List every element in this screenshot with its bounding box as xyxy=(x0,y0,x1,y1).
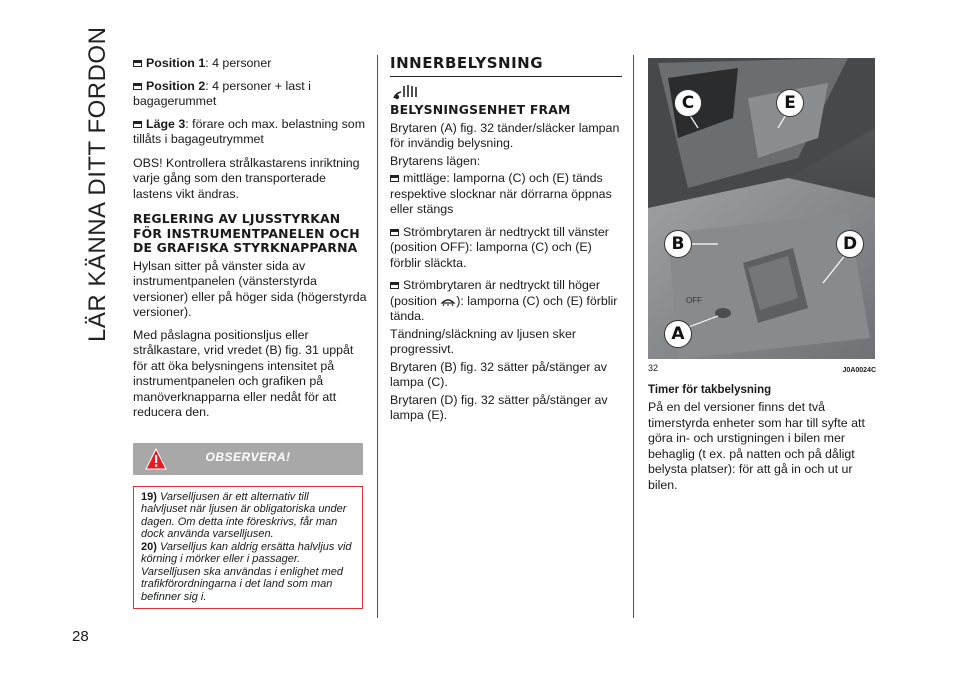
list-item: Position 2: 4 personer + last i bagagerummet xyxy=(133,78,311,108)
bullet-icon xyxy=(390,175,399,182)
chapter-side-title xyxy=(82,26,118,342)
off-label: OFF xyxy=(686,296,702,305)
figure-number: 32 xyxy=(648,363,659,373)
column-middle xyxy=(390,56,622,431)
warning-header xyxy=(133,443,363,475)
bullet-icon xyxy=(390,229,399,236)
body-paragraph: Tändning/släckning av ljusen sker progressivt. xyxy=(390,326,576,356)
column-right xyxy=(648,58,876,500)
body-paragraph: Brytarens lägen: xyxy=(390,153,481,168)
obs-paragraph: OBS! Kontrollera strålkastarens inriktning varje gång som den transporterade lastens vikt ändras. xyxy=(133,155,360,201)
warning-note: 19) Varselljusen är ett alternativ till halvljuset när ljusen är obligatoriska under dagen. Om detta inte föreskrivs, får man dock använda varselljusen. xyxy=(141,490,347,540)
section-heading: INNERBELYSNING xyxy=(390,54,544,72)
column-divider xyxy=(633,55,634,618)
body-paragraph: Hylsan sitter på vänster sida av instrumentpanelen (vänsterstyrda versioner) eller på höger sida (högerstyrda versioner). xyxy=(133,258,367,319)
list-item: Strömbrytaren är nedtryckt till vänster (position OFF): lamporna (C) och (E) förblir släckta. xyxy=(390,224,609,270)
list-item: Strömbrytaren är nedtryckt till höger (position ): lamporna (C) och (E) förblir tända. xyxy=(390,278,618,323)
body-paragraph: Brytaren (A) fig. 32 tänder/släcker lampan för invändig belysning. xyxy=(390,120,620,150)
subsection-heading: BELYSNINGSENHET FRAM xyxy=(390,102,571,117)
list-item: Position 1: 4 personer xyxy=(133,56,367,72)
bullet-icon xyxy=(133,60,142,67)
warning-note: 20) Varselljus kan aldrig ersätta halvljus vid körning i mörker eller i passager. Varselljusen ska användas i enlighet med trafikförordningarna i det land som man befinner sig i. xyxy=(141,540,352,603)
column-left xyxy=(133,56,367,609)
chapter-title-text: LÄR KÄNNA DITT FORDON xyxy=(84,26,111,342)
callout-c: C xyxy=(674,89,702,117)
body-paragraph: Brytaren (D) fig. 32 sätter på/stänger av lampa (E). xyxy=(390,392,608,422)
callout-a: A xyxy=(664,320,692,348)
list-item: mittläge: lamporna (C) och (E) tänds respektive slocknar när dörrarna öppnas eller stängs xyxy=(390,171,612,216)
bullet-icon xyxy=(390,282,399,289)
bullet-icon xyxy=(133,121,142,128)
callout-d: D xyxy=(836,230,864,258)
body-paragraph: Med påslagna positionsljus eller strålkastare, vrid vredet (B) fig. 31 uppåt för att öka belysningens intensitet på instrumentpanelen och grafiken på manöverknapparna eller nedåt för att reducera den. xyxy=(133,327,354,419)
column-divider xyxy=(377,55,378,618)
bullet-icon xyxy=(133,83,142,90)
interior-light-icon xyxy=(392,83,420,101)
list-item: Läge 3: förare och max. belastning som tillåts i bagageutrymmet xyxy=(133,116,366,146)
figure-caption-bar xyxy=(648,361,876,379)
callout-e: E xyxy=(776,89,804,117)
warning-label: OBSERVERA! xyxy=(205,449,291,464)
callout-b: B xyxy=(664,230,692,258)
section-heading: REGLERING AV LJUSSTYRKAN FÖR INSTRUMENTPANELEN OCH DE GRAFISKA STYRKNAPPARNA xyxy=(133,211,360,255)
caption-text: På en del versioner finns det två timerstyrda enheter som har till syfte att göra in- och urstigningen i bilen mer behaglig (t ex. på natten och på dåligt belysta platser): för att gå in och ut ur bilen. xyxy=(648,400,865,492)
warning-box xyxy=(133,443,363,610)
caption-title: Timer för takbelysning xyxy=(648,383,772,396)
body-paragraph: Brytaren (B) fig. 32 sätter på/stänger av lampa (C). xyxy=(390,359,607,389)
heading-rule xyxy=(390,76,622,78)
page-number: 28 xyxy=(72,628,89,645)
figure-photo xyxy=(648,58,875,359)
lamp-on-icon xyxy=(440,295,456,306)
warning-notes xyxy=(133,486,363,610)
figure-code: J0A0024C xyxy=(842,367,876,374)
